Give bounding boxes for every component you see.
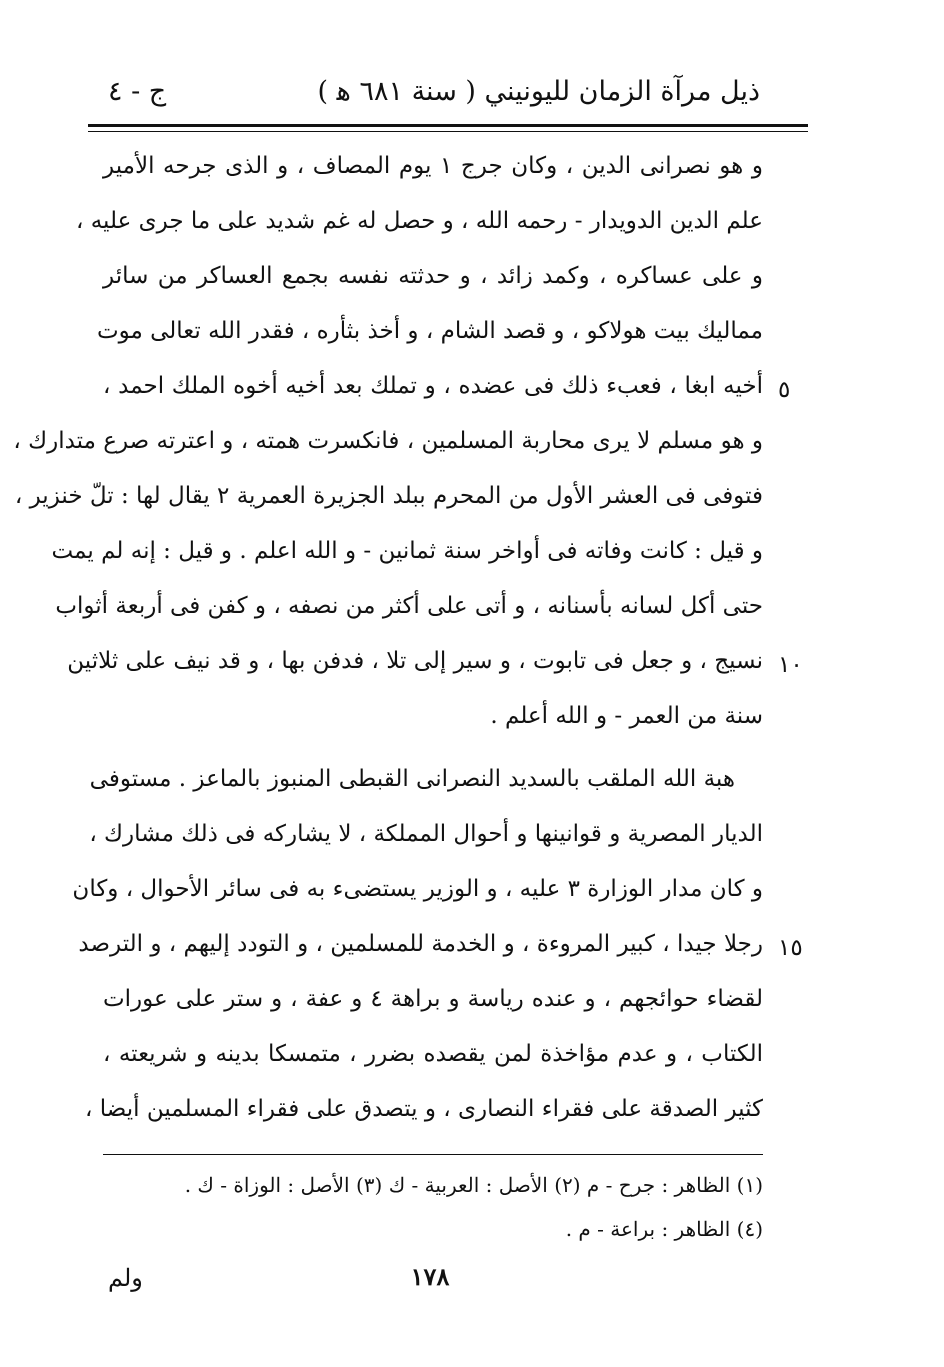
line-number: ٥ <box>778 377 791 403</box>
text-line: فتوفى فى العشر الأول من المحرم ببلد الجزيرة العمرية ٢ يقال لها : تلّ خنزير ، <box>14 483 763 509</box>
catchword: ولم <box>108 1264 143 1292</box>
footnote-rule <box>103 1154 763 1155</box>
volume-label: ج - ٤ <box>108 76 167 107</box>
text-line: سنة من العمر - و الله أعلم . <box>490 703 763 729</box>
text-line: أخيه ابغا ، فعبء ذلك فى عضده ، و تملك بعد أخيه أخوه الملك احمد ، <box>103 373 763 399</box>
header-rule-thick <box>88 124 808 127</box>
text-line: و هو مسلم لا يرى محاربة المسلمين ، فانكسرت همته ، و اعترته صرع متدارك ، <box>13 428 763 454</box>
line-number: ١٠ <box>778 652 803 678</box>
text-line: مماليك بيت هولاكو ، و قصد الشام ، و أخذ بثأره ، فقدر الله تعالى موت <box>96 318 763 344</box>
footnote: (٤) الظاهر : براعة - م . <box>565 1217 763 1241</box>
text-line: و كان مدار الوزارة ٣ عليه ، و الوزير يستضىء به فى سائر الأحوال ، وكان <box>72 876 763 902</box>
entry-first-line: هبة الله الملقب بالسديد النصرانى القبطى المنبوز بالماعز . مستوفى <box>89 766 735 792</box>
text-line: علم الدين الدويدار - رحمه الله ، و حصل له غم شديد على ما جرى عليه ، <box>75 208 763 234</box>
text-line: لقضاء حوائجهم ، و عنده رياسة و براهة ٤ و عفة ، و ستر على عورات <box>103 986 764 1012</box>
footnote: (١) الظاهر : جرح - م (٢) الأصل : العربية - ك (٣) الأصل : الوزاة - ك . <box>184 1173 763 1197</box>
text-line: الديار المصرية و قوانينها و أحوال المملكة ، لا يشاركه فى ذلك مشارك ، <box>89 821 763 847</box>
line-number: ١٥ <box>778 935 803 961</box>
text-line: و هو نصرانى الدين ، وكان جرج ١ يوم المصاف ، و الذى جرحه الأمير <box>103 153 763 179</box>
text-line: و قيل : كانت وفاته فى أواخر سنة ثمانين - و الله اعلم . و قيل : إنه لم يمت <box>51 538 763 564</box>
text-line: الكتاب ، و عدم مؤاخذة لمن يقصده بضرر ، متمسكا بدينه و شريعته ، <box>103 1041 763 1067</box>
header-rule-thin <box>88 131 808 132</box>
running-title: ذيل مرآة الزمان لليونيني ( سنة ٦٨١ ﻫ ) <box>317 76 760 107</box>
text-line: كثير الصدقة على فقراء النصارى ، و يتصدق على فقراء المسلمين أيضا ، <box>85 1096 763 1122</box>
page-number: ١٧٨ <box>410 1262 450 1291</box>
text-line: رجلا جيدا ، كبير المروءة ، و الخدمة للمسلمين ، و التودد إليهم ، و الترصد <box>78 931 763 957</box>
text-line: نسيج ، و جعل فى تابوت ، و سير إلى تلا ، فدفن بها ، و قد نيف على ثلاثين <box>67 648 763 674</box>
text-line: حتى أكل لسانه بأسنانه ، و أتى على أكثر من نصفه ، و كفن فى أربعة أثواب <box>55 593 763 619</box>
text-line: و على عساكره ، وكمد زائد ، و حدثته نفسه بجمع العساكر من سائر <box>103 263 763 289</box>
